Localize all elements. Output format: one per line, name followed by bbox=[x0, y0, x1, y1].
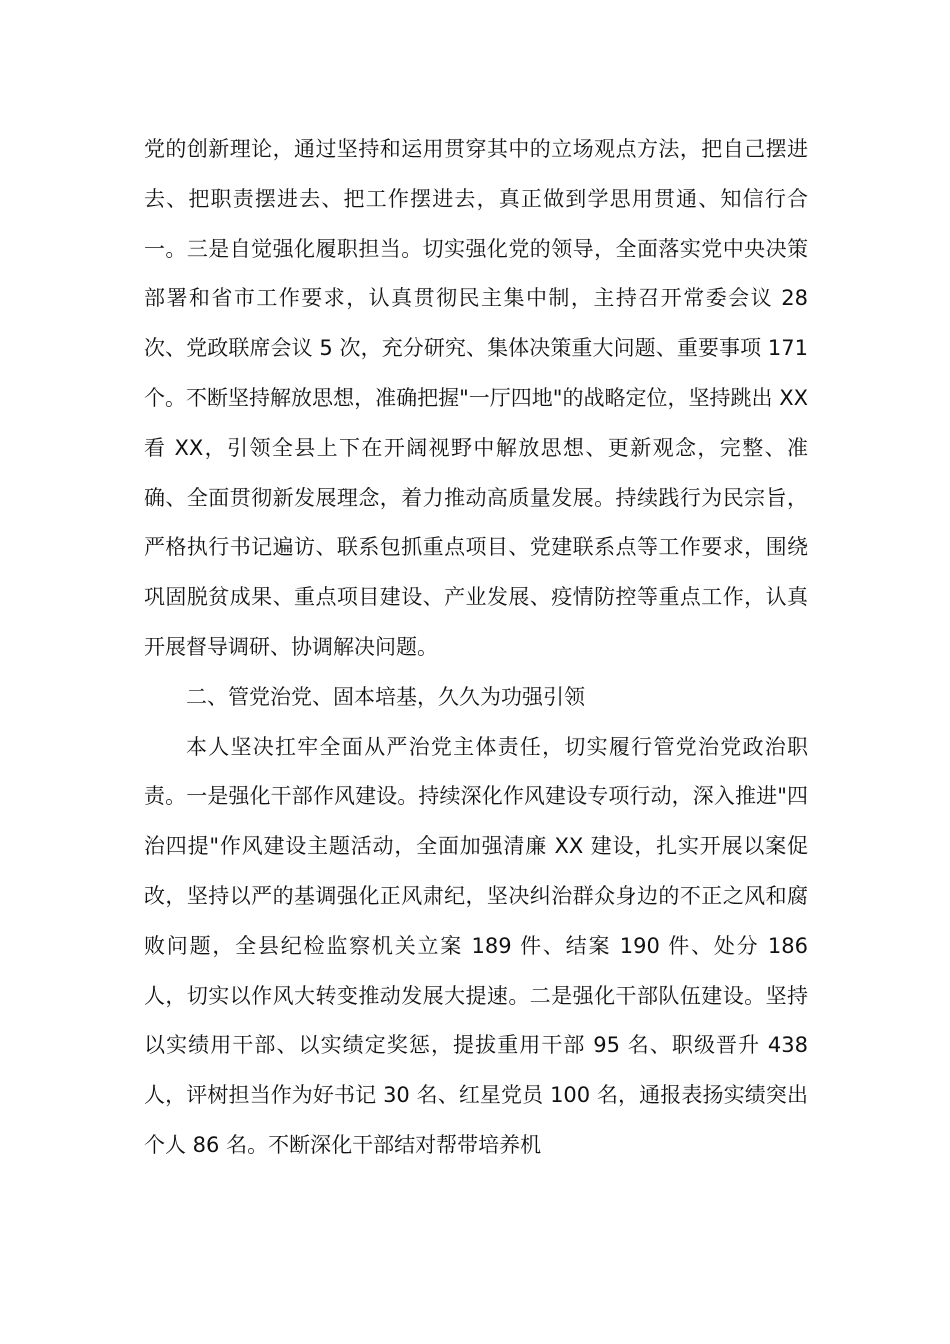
body-paragraph-1: 党的创新理论，通过坚持和运用贯穿其中的立场观点方法，把自己摆进去、把职责摆进去、把工作摆进去，真正做到学思用贯通、知信行合一。三是自觉强化履职担当。切实强化党的领导，全面落实党中央决策部署和省市工作要求，认真贯彻民主集中制，主持召开常委会议 28 次、党政联席会议 5 次，充分研究、集体决策重大问题、重要事项 171 个。不断坚持解放思想，准确把握"一厅四地"的战略定位，坚持跳出 XX 看 XX，引领全县上下在开阔视野中解放思想、更新观念，完整、准确、全面贯彻新发展理念，着力推动高质量发展。持续践行为民宗旨，严格执行书记遍访、联系包抓重点项目、党建联系点等工作要求，围绕巩固脱贫成果、重点项目建设、产业发展、疫情防控等重点工作，认真开展督导调研、协调解决问题。 bbox=[144, 137, 808, 659]
body-paragraph-2: 本人坚决扛牢全面从严治党主体责任，切实履行管党治党政治职责。一是强化干部作风建设。持续深化作风建设专项行动，深入推进"四治四提"作风建设主题活动，全面加强清廉 XX 建设，扎实开展以案促改，坚持以严的基调强化正风肃纪，坚决纠治群众身边的不正之风和腐败问题，全县纪检监察机关立案 189 件、结案 190 件、处分 186 人，切实以作风大转变推动发展大提速。二是强化干部队伍建设。坚持以实绩用干部、以实绩定奖惩，提拔重用干部 95 名、职级晋升 438 人，评树担当作为好书记 30 名、红星党员 100 名，通报表扬实绩突出个人 86 名。不断深化干部结对帮带培养机 bbox=[144, 734, 808, 1157]
document-body bbox=[144, 125, 808, 1171]
section-heading: 二、管党治党、固本培基，久久为功强引领 bbox=[186, 684, 585, 709]
